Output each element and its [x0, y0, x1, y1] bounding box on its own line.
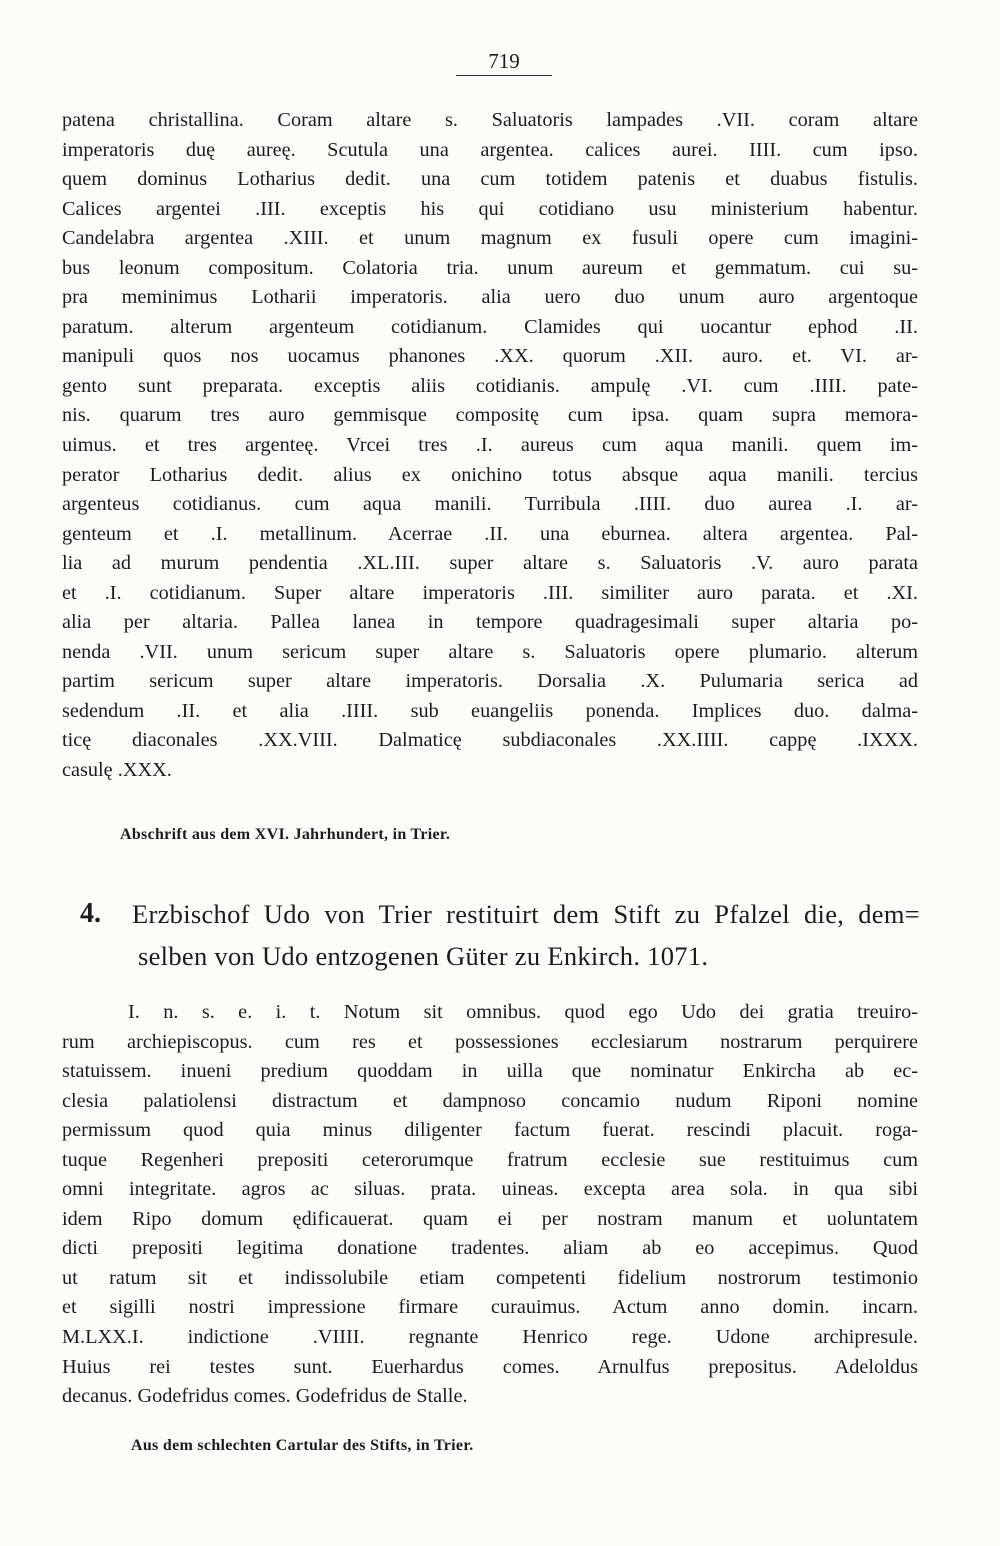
text-line: decanus. Godefridus comes. Godefridus de Stalle. [62, 1385, 468, 1408]
text-line: patena christallina. Coram altare s. Saluatoris lampades .VII. coram altare [62, 109, 918, 131]
text-line: casulę .XXX. [62, 759, 172, 782]
text-line: sedendum .II. et alia .IIII. sub euangeliis ponenda. Implices duo. dalma- [62, 699, 918, 722]
text-line: quem dominus Lotharius dedit. una cum totidem patenis et duabus fistulis. [62, 168, 918, 191]
text-line: nis. quarum tres auro gemmisque compositę cum ipsa. quam supra memora- [62, 404, 918, 427]
text-line: pra meminimus Lotharii imperatoris. alia uero duo unum auro argentoque [62, 286, 918, 309]
charter-paragraph [62, 998, 918, 1412]
text-line: ut ratum sit et indissolubile etiam competenti fidelium nostrorum testimonio [62, 1266, 918, 1289]
text-line: perator Lotharius dedit. alius ex onichino totus absque aqua manili. tercius [62, 463, 918, 486]
text-line: et .I. cotidianum. Super altare imperatoris .III. similiter auro parata. et .XI. [62, 581, 918, 604]
source-note: Aus dem schlechten Cartular des Stifts, in Trier. [131, 1437, 474, 1454]
text-line: idem Ripo domum ędificauerat. quam ei per nostram manum et uoluntatem [62, 1207, 918, 1230]
text-line: tuque Regenheri prepositi ceterorumque fratrum ecclesie sue restituimus cum [62, 1148, 918, 1171]
heading-line: selben von Udo entzogenen Güter zu Enkirch. 1071. [138, 941, 709, 971]
text-line: uimus. et tres argenteę. Vrcei tres .I. aureus cum aqua manili. quem im- [62, 434, 918, 457]
text-line: permissum quod quia minus diligenter factum fuerat. rescindi placuit. roga- [62, 1119, 918, 1142]
text-line: omni integritate. agros ac siluas. prata. uineas. excepta area sola. in qua sibi [62, 1178, 918, 1201]
text-line: lia ad murum pendentia .XL.III. super altare s. Saluatoris .V. auro parata [62, 552, 918, 575]
inventory-paragraph [62, 106, 918, 786]
text-line: alia per altaria. Pallea lanea in tempore quadragesimali super altaria po- [62, 611, 918, 634]
text-line: nenda .VII. unum sericum super altare s. Saluatoris opere plumario. alterum [62, 640, 918, 663]
text-line: rum archiepiscopus. cum res et possessiones ecclesiarum nostrarum perquirere [62, 1030, 918, 1053]
text-line: argenteus cotidianus. cum aqua manili. Turribula .IIII. duo aurea .I. ar- [62, 493, 918, 516]
text-line: et sigilli nostri impressione firmare curauimus. Actum anno domin. incarn. [62, 1296, 918, 1319]
text-line: manipuli quos nos uocamus phanones .XX. quorum .XII. auro. et. VI. ar- [62, 345, 918, 368]
text-line: gento sunt preparata. exceptis aliis cotidianis. ampulę .VI. cum .IIII. pate- [62, 374, 918, 397]
text-line: bus leonum compositum. Colatoria tria. unum aureum et gemmatum. cui su- [62, 256, 918, 279]
text-line: statuissem. inueni predium quoddam in uilla que nominatur Enkircha ab ec- [62, 1060, 918, 1083]
text-line: imperatoris duę aureę. Scutula una argentea. calices aurei. IIII. cum ipso. [62, 138, 918, 161]
text-line: Calices argentei .III. exceptis his qui cotidiano usu ministerium habentur. [62, 197, 918, 220]
source-note: Abschrift aus dem XVI. Jahrhundert, in Trier. [120, 826, 451, 843]
text-line: M.LXX.I. indictione .VIIII. regnante Henrico rege. Udone archipresule. [62, 1326, 918, 1349]
page-number: 719 [456, 48, 552, 76]
text-line: partim sericum super altare imperatoris. Dorsalia .X. Pulumaria serica ad [62, 670, 918, 693]
text-line: ticę diaconales .XX.VIII. Dalmaticę subdiaconales .XX.IIII. cappę .IXXX. [62, 729, 918, 752]
text-line: Huius rei testes sunt. Euerhardus comes. Arnulfus prepositus. Adeloldus [62, 1355, 918, 1378]
text-line: genteum et .I. metallinum. Acerrae .II. una eburnea. altera argentea. Pal- [62, 522, 918, 545]
text-line: Candelabra argentea .XIII. et unum magnum ex fusuli opere cum imagini- [62, 227, 918, 250]
document-number: 4. [80, 898, 101, 929]
text-line: I. n. s. e. i. t. Notum sit omnibus. quod ego Udo dei gratia treuiro- [128, 1001, 918, 1023]
text-line: dicti prepositi legitima donatione tradentes. aliam ab eo accepimus. Quod [62, 1237, 918, 1260]
text-line: paratum. alterum argenteum cotidianum. Clamides qui uocantur ephod .II. [62, 315, 918, 338]
text-line: clesia palatiolensi distractum et dampnoso concamio nudum Riponi nomine [62, 1089, 918, 1112]
heading-line: Erzbischof Udo von Trier restituirt dem Stift zu Pfalzel die, dem= [132, 899, 920, 929]
